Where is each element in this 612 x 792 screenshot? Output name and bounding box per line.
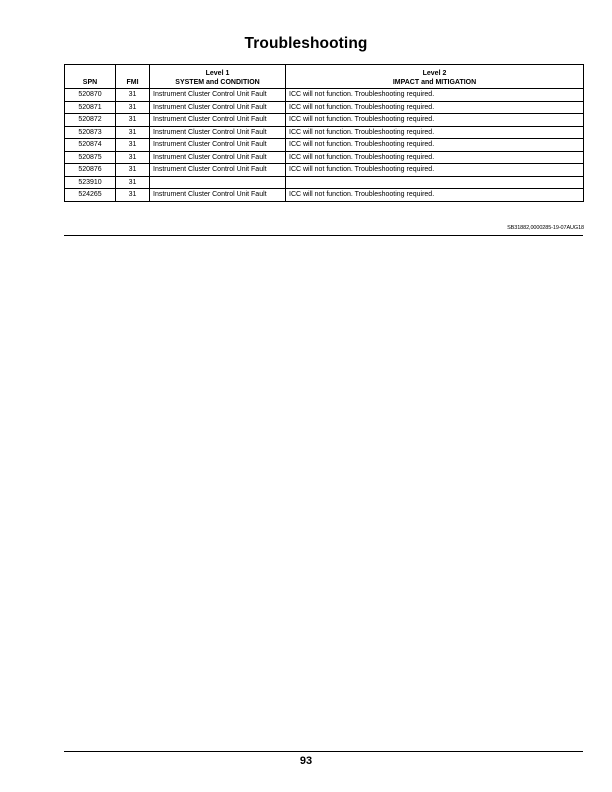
- cell-spn: 523910: [65, 176, 116, 189]
- page-number: 93: [299, 755, 313, 767]
- cell-impact-mitigation: [286, 176, 584, 189]
- cell-fmi: 31: [116, 164, 150, 177]
- cell-system-condition: Instrument Cluster Control Unit Fault: [150, 126, 286, 139]
- cell-spn: 520873: [65, 126, 116, 139]
- page-title: Troubleshooting: [244, 35, 368, 52]
- cell-fmi: 31: [116, 139, 150, 152]
- table-row: [65, 101, 584, 114]
- cell-impact-mitigation: ICC will not function. Troubleshooting required.: [286, 114, 584, 127]
- table-row: [65, 126, 584, 139]
- cell-impact-mitigation: ICC will not function. Troubleshooting required.: [286, 139, 584, 152]
- cell-system-condition: Instrument Cluster Control Unit Fault: [150, 139, 286, 152]
- table-header: [65, 65, 584, 89]
- cell-system-condition: Instrument Cluster Control Unit Fault: [150, 114, 286, 127]
- column-header-level2-top: Level 2: [422, 70, 447, 77]
- cell-impact-mitigation: ICC will not function. Troubleshooting required.: [286, 101, 584, 114]
- column-header-spn: [65, 65, 116, 89]
- cell-spn: 520870: [65, 89, 116, 102]
- column-header-fmi-label: FMI: [126, 79, 139, 86]
- column-header-level1-top: Level 1: [205, 70, 230, 77]
- table-row: [65, 151, 584, 164]
- cell-system-condition: Instrument Cluster Control Unit Fault: [150, 189, 286, 202]
- table-row: [65, 89, 584, 102]
- cell-spn: 520876: [65, 164, 116, 177]
- column-header-level1: [150, 65, 286, 89]
- table-row: [65, 164, 584, 177]
- column-header-fmi: [116, 65, 150, 89]
- cell-fmi: 31: [116, 151, 150, 164]
- cell-spn: 520875: [65, 151, 116, 164]
- troubleshooting-table-container: [64, 64, 583, 202]
- cell-impact-mitigation: ICC will not function. Troubleshooting required.: [286, 151, 584, 164]
- cell-impact-mitigation: ICC will not function. Troubleshooting required.: [286, 164, 584, 177]
- cell-system-condition: Instrument Cluster Control Unit Fault: [150, 101, 286, 114]
- cell-impact-mitigation: ICC will not function. Troubleshooting required.: [286, 126, 584, 139]
- table-body: [65, 89, 584, 202]
- cell-system-condition: Instrument Cluster Control Unit Fault: [150, 151, 286, 164]
- table-row: [65, 176, 584, 189]
- cell-fmi: 31: [116, 89, 150, 102]
- cell-spn: 520874: [65, 139, 116, 152]
- table-row: [65, 189, 584, 202]
- cell-fmi: 31: [116, 101, 150, 114]
- cell-fmi: 31: [116, 189, 150, 202]
- cell-spn: 520872: [65, 114, 116, 127]
- cell-fmi: 31: [116, 114, 150, 127]
- table-header-row: [65, 65, 584, 89]
- reference-code: SB31882,0000285-19-07AUG18: [507, 225, 584, 231]
- table-row: [65, 139, 584, 152]
- cell-system-condition: Instrument Cluster Control Unit Fault: [150, 89, 286, 102]
- troubleshooting-table: [64, 64, 584, 202]
- column-header-level2: [286, 65, 584, 89]
- section-divider: [64, 235, 583, 236]
- column-header-spn-label: SPN: [82, 79, 98, 86]
- cell-spn: 524265: [65, 189, 116, 202]
- cell-impact-mitigation: ICC will not function. Troubleshooting required.: [286, 189, 584, 202]
- cell-system-condition: Instrument Cluster Control Unit Fault: [150, 164, 286, 177]
- footer-divider: [64, 751, 583, 752]
- column-header-level2-bottom: IMPACT and MITIGATION: [392, 79, 477, 86]
- cell-system-condition: [150, 176, 286, 189]
- cell-fmi: 31: [116, 126, 150, 139]
- cell-spn: 520871: [65, 101, 116, 114]
- cell-impact-mitigation: ICC will not function. Troubleshooting required.: [286, 89, 584, 102]
- cell-fmi: 31: [116, 176, 150, 189]
- table-row: [65, 114, 584, 127]
- column-header-level1-bottom: SYSTEM and CONDITION: [175, 79, 260, 86]
